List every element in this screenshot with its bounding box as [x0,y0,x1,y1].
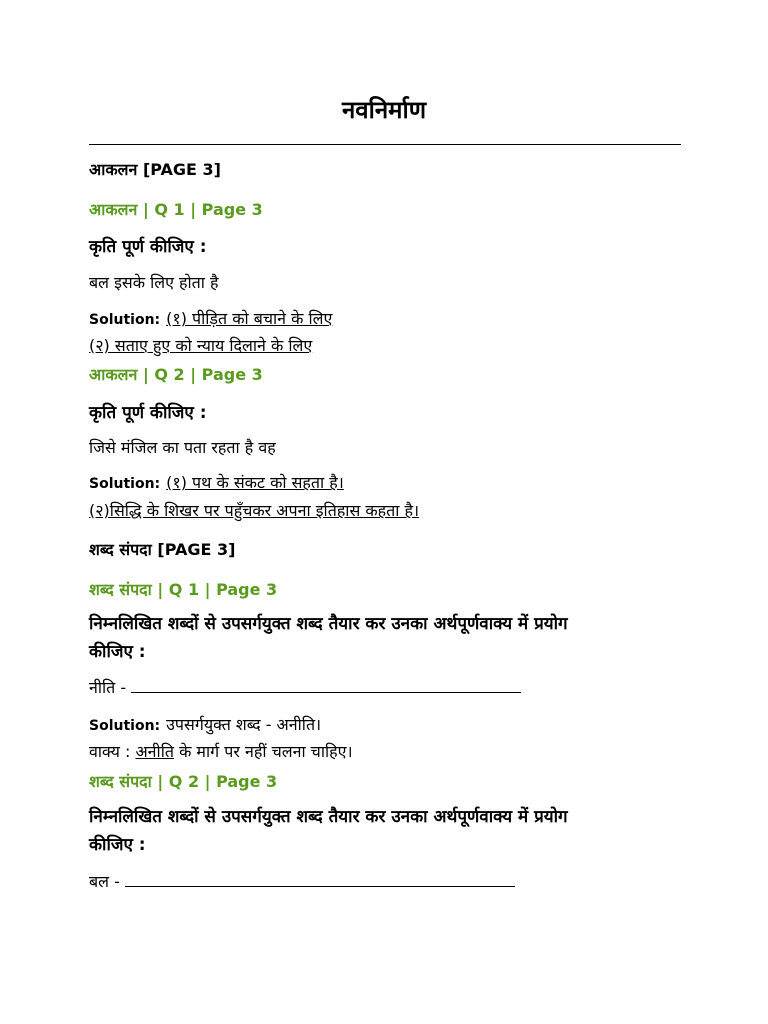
question-statement: बल इसके लिए होता है [89,273,219,292]
question-link-shabd-q2[interactable]: शब्द संपदा | Q 2 | Page 3 [89,772,278,791]
prompt-line: कीजिए : [89,835,146,855]
solution-suffix: के मार्ग पर नहीं चलना चाहिए। [179,742,353,761]
prompt-line: निम्नलिखित शब्दों से उपसर्गयुक्त शब्द तैयार कर उनका अर्थपूर्णवाक्य में प्रयोग [89,807,568,827]
prompt-line: कीजिए : [89,642,146,662]
question-statement: बल - [89,872,120,891]
question-link-shabd-q1[interactable]: शब्द संपदा | Q 1 | Page 3 [89,580,278,599]
section-heading-shabd-sampada: शब्द संपदा [PAGE 3] [89,540,236,559]
solution-prefix: वाक्य : [89,742,131,761]
solution-label: Solution: [89,476,161,492]
question-prompt: कृति पूर्ण कीजिए : [89,237,207,257]
question-link-aakalan-q1[interactable]: आकलन | Q 1 | Page 3 [89,200,263,219]
solution-word: अनीति [135,742,174,761]
question-statement: नीति - [89,678,127,697]
question-prompt [89,610,679,666]
answer-blank [125,872,515,887]
solution-line-2 [89,335,312,357]
section-heading-aakalan: आकलन [PAGE 3] [89,160,221,179]
solution-block [89,472,344,495]
solution-label: Solution: [89,718,161,734]
page-title: नवनिर्माण [341,96,427,124]
solution-line: उपसर्गयुक्त शब्द - अनीति। [166,715,322,734]
prompt-line: निम्नलिखित शब्दों से उपसर्गयुक्त शब्द तैयार कर उनका अर्थपूर्णवाक्य में प्रयोग [89,614,568,634]
question-prompt: कृति पूर्ण कीजिए : [89,403,207,423]
solution-line: (२)सिद्धि के शिखर पर पहुँचकर अपना इतिहास कहता है। [89,501,420,520]
solution-line-2 [89,500,419,522]
solution-sentence [89,741,353,763]
question-link-aakalan-q2[interactable]: आकलन | Q 2 | Page 3 [89,365,263,384]
solution-block [89,308,332,331]
solution-label: Solution: [89,312,161,328]
title-divider [89,144,681,145]
solution-line: (२) सताए हुए को न्याय दिलाने के लिए [89,336,313,355]
answer-blank [131,678,521,693]
fill-blank-row [89,871,515,893]
question-prompt [89,803,679,859]
fill-blank-row [89,677,521,699]
question-statement: जिसे मंजिल का पता रहता है वह [89,438,276,457]
solution-line: (१) पथ के संकट को सहता है। [166,473,344,492]
solution-line: (१) पीड़ित को बचाने के लिए [166,309,333,328]
solution-block [89,714,321,737]
